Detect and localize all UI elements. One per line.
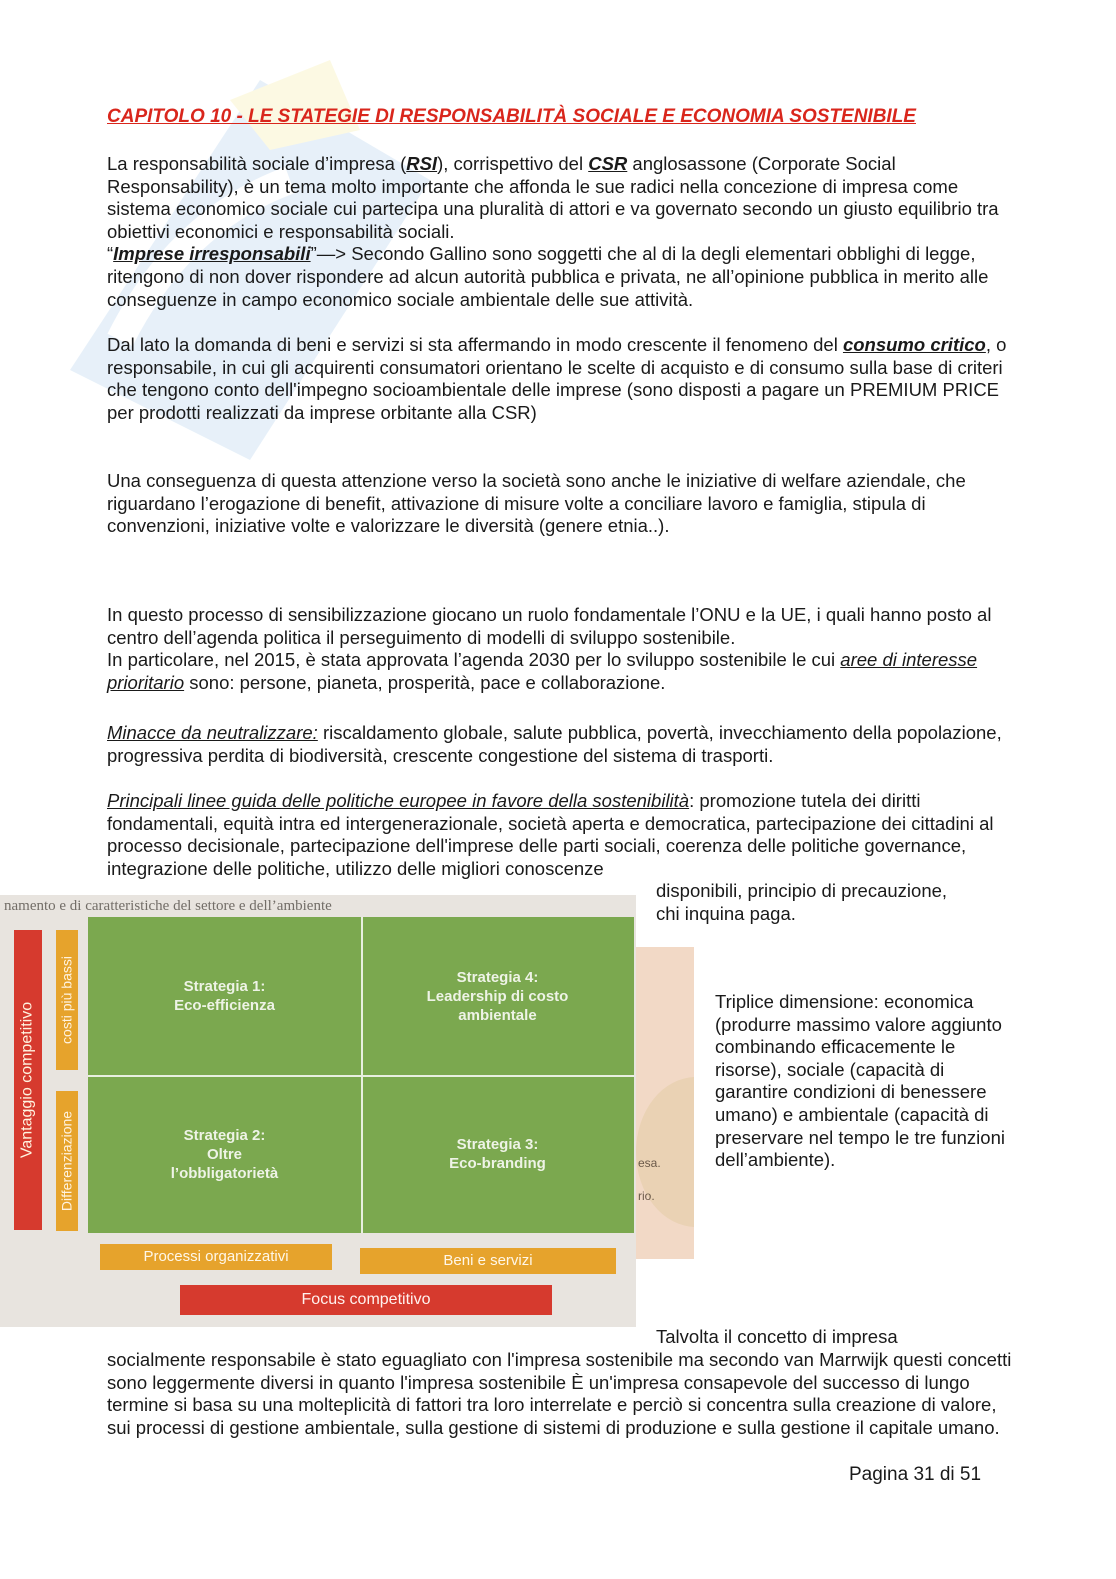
rsi-term: RSI <box>406 153 438 174</box>
strategy-4-cell: Strategia 4: Leadership di costo ambientale <box>426 968 569 1024</box>
vantaggio-competitivo-bar <box>14 930 42 1230</box>
processi-organizzativi-bar: Processi organizzativi <box>100 1244 332 1270</box>
minacce-term: Minacce da neutralizzare: <box>107 722 318 743</box>
imprese-irresponsabili-term: Imprese irresponsabili <box>113 243 311 265</box>
paragraph-linee-guida-cont: disponibili, principio di precauzione, chi inquina paga. <box>656 880 948 924</box>
page-number: Pagina 31 di 51 <box>849 1464 982 1485</box>
paragraph-linee-guida: Principali linee guida delle politiche europee in favore della sostenibilità: promozione tutela dei diritti fondamentali, equità intra ed intergenerazionale, società aperta e democratica, partecipazione dei cittadini al processo decisionale, partecipazione dell'imprese delle parti sociali, coerenza delle politiche governance, integrazione delle politiche, utilizzo delle migliori conoscenze <box>107 790 994 879</box>
paragraph-onu-ue: In questo processo di sensibilizzazione giocano un ruolo fondamentale l’ONU e la UE, i quali hanno posto al centro dell’agenda politica il perseguimento di modelli di sviluppo sostenibile. In particolare, nel 2015, è stata approvata l’agenda 2030 per lo sviluppo sostenibile le cui aree di interesse prioritario sono: persone, pianeta, prosperità, pace e collaborazione. <box>107 604 992 693</box>
side-text-fragment-2: rio. <box>638 1189 655 1203</box>
chapter-title: CAPITOLO 10 - LE STATEGIE DI RESPONSABILITÀ SOCIALE E ECONOMIA SOSTENIBILE <box>107 106 916 127</box>
strategy-3-cell: Strategia 3: Eco-branding <box>449 1136 546 1172</box>
strategy-2-cell: Strategia 2: Oltre l’obbligatorietà <box>170 1126 279 1182</box>
costi-bassi-label: costi più bassi <box>58 956 75 1044</box>
matrix-divider-horizontal <box>88 1075 634 1077</box>
triplice-dimensione-text: Triplice dimensione: economica (produrre massimo valore aggiunto combinando efficacemente le risorse), sociale (capacità di garantire condizioni di benessere umano) e ambientale (capacità di preservare nel tempo le tre funzioni dell’ambiente). <box>715 991 1005 1171</box>
paragraph-rsi: La responsabilità sociale d’impresa (RSI), corrispettivo del CSR anglosassone (Corporate Social Responsability), è un tema molto importante che affonda le sue radici nella concezione di impresa come sistema economico sociale cui partecipa una pluralità di attori e va governato secondo un giusto equilibrio tra obiettivi economici e responsabilità sociali. “Imprese irresponsabili”—> Secondo Gallino sono soggetti che al di la degli elementari obblighi di legge, ritengono di non dover rispondere ad alcun autorità pubblica e privata, ne all’opinione pubblica in merito alle conseguenze in campo economico sociale ambientale delle sue attività. <box>107 153 999 310</box>
costi-bassi-bar <box>56 930 78 1070</box>
strategy-matrix <box>88 917 634 1233</box>
vantaggio-competitivo-label: Vantaggio competitivo <box>18 1001 36 1159</box>
csr-term: CSR <box>588 153 628 174</box>
strategy-1-cell: Strategia 1: Eco-efficienza <box>174 978 275 1014</box>
consumo-critico-term: consumo critico <box>842 334 986 355</box>
side-photo-fragment <box>636 947 694 1259</box>
beni-servizi-bar: Beni e servizi <box>360 1248 616 1274</box>
differenziazione-bar <box>56 1091 78 1231</box>
paragraph-van-marrwijk-start: Talvolta il concetto di impresa <box>656 1326 898 1347</box>
aree-prioritarie-term: aree di interesse prioritario <box>107 649 978 693</box>
figure-caption-fragment: namento e di caratteristiche del settore e dell’ambiente <box>4 898 332 914</box>
paragraph-welfare: Una conseguenza di questa attenzione verso la società sono anche le iniziative di welfare aziendale, che riguardano l’erogazione di benefit, attivazione di misure volte a conciliare lavoro e famiglia, stipula di convenzioni, iniziative volte e valorizzare le diversità (genere etnia..). <box>107 470 966 537</box>
differenziazione-label: Differenziazione <box>58 1110 75 1212</box>
focus-competitivo-bar: Focus competitivo <box>180 1285 552 1315</box>
paragraph-consumo-critico: Dal lato la domanda di beni e servizi si sta affermando in modo crescente il fenomeno del consumo critico, o responsabile, in cui gli acquirenti consumatori orientano le scelte di acquisto e di consumo sulla base di criteri che tengono conto dell'impegno socioambientale delle imprese (sono disposti a pagare un PREMIUM PRICE per prodotti realizzati da imprese orbitante alla CSR) <box>107 334 1007 423</box>
paragraph-van-marrwijk: socialmente responsabile è stato eguagliato con l'impresa sostenibile ma secondo van Marrwijk questi concetti sono leggermente diversi in quanto l'impresa sostenibile È un'impresa consapevole del successo di lungo termine si basa su una molteplicità di fattori tra loro interrelate e perciò si concentra sulla creazione di valore, sui processi di gestione ambientale, sulla gestione di sistemi di produzione e sulla gestione il capitale umano. <box>107 1349 1012 1438</box>
strategy-matrix-figure <box>0 895 636 1327</box>
paragraph-minacce: Minacce da neutralizzare: riscaldamento globale, salute pubblica, povertà, invecchiamento della popolazione, progressiva perdita di biodiversità, crescente congestione del sistema di trasporti. <box>107 722 1002 766</box>
linee-guida-term: Principali linee guida delle politiche europee in favore della sostenibilità <box>107 790 690 811</box>
side-text-fragment-1: esa. <box>638 1156 661 1170</box>
